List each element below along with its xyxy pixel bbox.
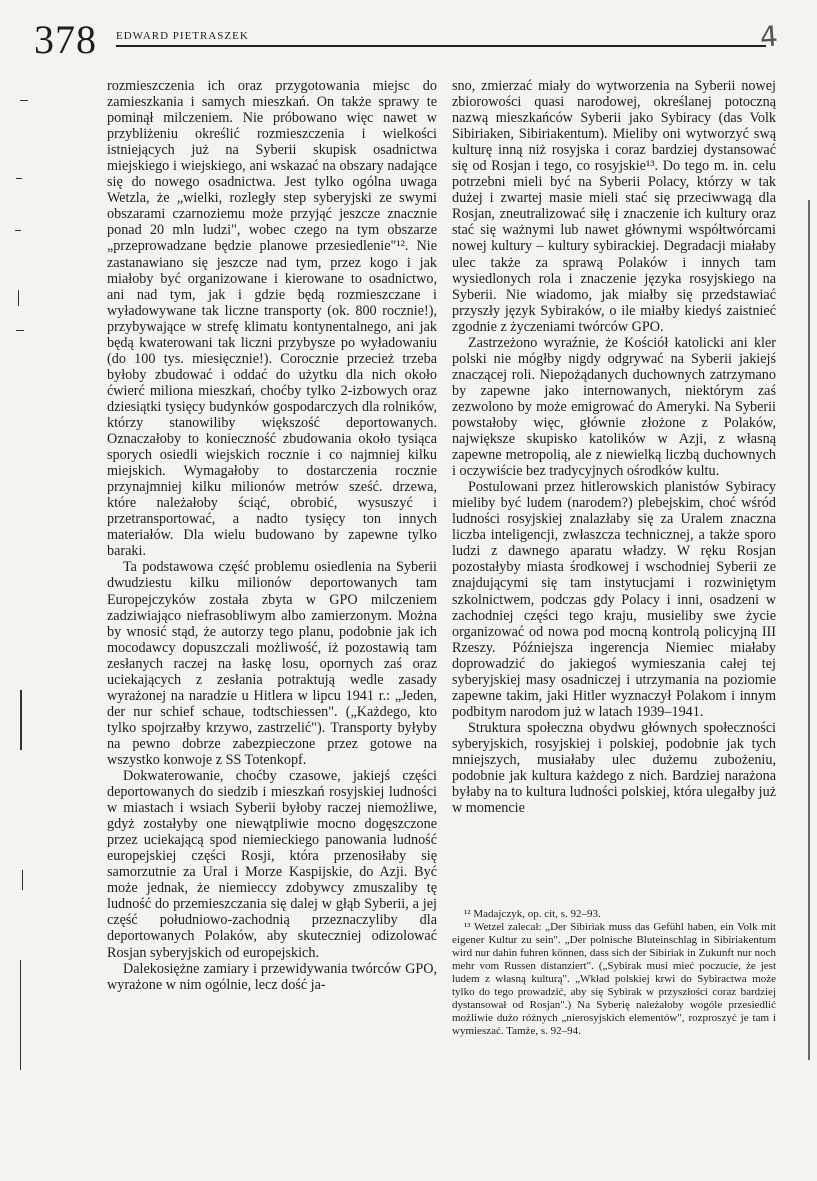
handwritten-page-mark: 4: [758, 19, 779, 54]
paragraph: sno, zmierzać miały do wytworzenia na Syberii nowej zbiorowości quasi narodowej, określanej potoczną nazwą mieszkańców Syberii jako Sybiracy (das Volk Sibiriaken, Sibiriakentum). Mieliby oni wytworzyć swą kulturę inną niż rosyjska i coraz bardziej dystansować się od Rosjan i tego, co rosyjskie¹³. Do tego m. in. celu potrzebni mieli być na Syberii Polacy, którzy w tak dużej i zwartej masie mieli stać się przeciwwagą dla Rosjan, zneutralizować siłę i znaczenie ich kultury oraz stać się ważnymi lub nawet głównymi współtwórcami nowej kultury – kultury sybirackiej. Degradacji miałaby ulec także za sprawą Polaków i innych tam wysiedlonych rola i znaczenie języka rosyjskiego na Syberii. Nie wiadomo, jak miałby się przedstawiać przyszły język Sybiraków, o ile miałby kiedyś zaistnieć zgodnie z życzeniami twórców GPO.: [452, 78, 776, 335]
margin-mark: [15, 230, 21, 231]
running-head: EDWARD PIETRASZEK: [116, 30, 249, 42]
left-column: [107, 78, 437, 993]
page-number: 378: [34, 17, 97, 62]
footnotes: [452, 908, 776, 1038]
paragraph: Ta podstawowa część problemu osiedlenia na Syberii dwudziestu kilku milionów deportowanych tam Europejczyków została zbyta w GPO milczeniem zadziwiająco niefrasobliwym albo zamierzonym. Można by wnosić stąd, że autorzy tego planu, podobnie jak ich mocodawcy dopuszczali możliwość, iż pozostawią tam zesłanych raczej na łaskę losu, opornych zaś oraz uciekających z zesłania potraktują wedle zasady wyrażonej na naradzie u Hitlera w lipcu 1941 r.: „Jeden, der nur schief schaue, todtschiessen". („Każdego, kto tylko spojrzałby krzywo, zastrzelić"). Transporty byłyby na pewno dobrze zabezpieczone przez gotowe na wszystko konwoje z SS Totenkopf.: [107, 559, 437, 768]
margin-mark: [20, 960, 21, 1070]
paragraph: Dokwaterowanie, choćby czasowe, jakiejś części deportowanych do siedzib i mieszkań rosyjskiej ludności w miastach i wsiach Syberii byłoby raczej niemożliwe, gdyż zostałyby one niewątpliwie mocno dogęszczone przez uciekającą spod niemieckiego panowania ludność europejskiej części Rosji, która przenosiłaby się samorzutnie za Ural i Morze Kaspijskie, do Azji. Być może jednak, że niemieccy zdobywcy zmuszaliby tę ludność do przemieszczania się dalej w głąb Syberii, a jej część południowo-zachodnią przeznaczyliby dla deportowanych Polaków, aby skuteczniej odizolować Rosjan syberyjskich od europejskich.: [107, 768, 437, 961]
margin-mark: [16, 178, 22, 179]
margin-mark: [20, 690, 22, 750]
margin-mark: [18, 290, 19, 306]
footnote: ¹² Madajczyk, op. cit, s. 92–93.: [464, 908, 601, 920]
paragraph: Dalekosiężne zamiary i przewidywania twórców GPO, wyrażone w nim ogólnie, lecz dość ja-: [107, 960, 437, 993]
margin-mark: [808, 200, 810, 1060]
header-rule: [116, 45, 766, 47]
page-header: [34, 17, 774, 62]
paragraph: Struktura społeczna obydwu głównych społeczności syberyjskich, rosyjskiej i polskiej, podobnie jak tych mniejszych, musiałaby ulec dużemu zubożeniu, podobnie jak kultura każdego z nich. Bardziej narażona byłaby na to kultura ludności polskiej, która ulegałby już w momencie: [452, 719, 776, 817]
footnote: ¹³ Wetzel zalecał: „Der Sibiriak muss das Gefühl haben, ein Volk mit eigener Kultur zu sein". „Der polnische Bluteinschlag in Sibiriakentum wird nur dahin fuhren können, dass sich der Sibiriak in Zukunft nur noch mehr vom Russen distanziert". („Sybirak musi mieć poczucie, że jest ludem z własną kulturą". „Wkład polskiej krwi do Sybiractwa może tylko do tego prowadzić, aby się Sybirak w przyszłości coraz bardziej dystansował od Rosjan".) Na Syberię należałoby wogóle przesiedlić możliwie dużo różnych „nierosyjskich elementów", rozproszyć je tam i wymieszać. Tamże, s. 92–94.: [452, 921, 776, 1037]
paragraph: rozmieszczenia ich oraz przygotowania miejsc do zamieszkania i samych mieszkań. On także sprawy te pominął milczeniem. Nie próbowano więc nawet w przybliżeniu określić rozmieszczenia i wielkości istniejących już na Syberii skupisk osadnictwa miejskiego i wiejskiego, ani wskazać na obszary nadające się do nowego osadnictwa. Jest tylko ogólna uwaga Wetzla, że „wielki, rozległy step syberyjski ze swymi obszarami czarnoziemu może przyjąć jeszcze znacznie ponad 20 mln ludzi", wobec czego na tym obszarze „przeprowadzane będzie planowe przesiedlenie"¹². Nie zastanawiano się jeszcze nad tym, przez kogo i jak miałoby być organizowane i kierowane to osadnictwo, ani nad tym, jak i gdzie będą rozmieszczane i wyładowywane tak liczne transporty (ok. 800 rocznie!), przybywające w strefę klimatu kontynentalnego, ani jak będą kwaterowani tak liczni przybysze po wyładowaniu (do 100 tys. miesięcznie!). Corocznie przecież trzeba byłoby zbudować i oddać do użytku dla nich około ćwierć miliona mieszkań, choćby tylko 2-izbowych oraz dziesiątki tysięcy budynków gospodarczych dla rolników, którzy stanowiliby większość deportowanych. Oznaczałoby to konieczność zbudowania około tysiąca sporych osiedli wiejskich rocznie i co najmniej kilku miejskich. Wymagałoby to dostarczenia rocznie przynajmniej kilku milionów metrów sześć. drzewa, które należałoby ściąć, obrobić, wysuszyć i przetransportować, a nadto tysięcy ton innych materiałów. Dla wielu budowano by zapewne tylko baraki.: [107, 78, 437, 560]
paragraph: Postulowani przez hitlerowskich planistów Sybiracy mieliby być ludem (narodem?) plebejskim, choć wśród ludności rosyjskiej znalazłaby się za Uralem znaczna liczba inteligencji, zwłaszcza technicznej, a także sporo ludzi z dawnego aparatu władzy. W ręku Rosjan pozostałyby miasta środkowej i wschodniej Syberii ze znajdującymi się tam instytucjami i rozwiniętym szkolnictwem, podczas gdy Polacy i inni, osadzeni w zachodniej części tego kraju, musieliby swe życie organizować od nowa pod mocną kontrolą policyjną III Rzeszy. Późniejsza ingerencja Niemiec miałaby doprowadzić do jakiegoś wymieszania całej tej syberyjskiej masy osadniczej i utrzymania na poziomie zapewne takim, jaki Hitler wyznaczył Polakom i innym podbitym narodom już w latach 1939–1941.: [452, 479, 776, 720]
margin-mark: [22, 870, 23, 890]
paragraph: Zastrzeżono wyraźnie, że Kościół katolicki ani kler polski nie mógłby nigdy odgrywać na Syberii jakiejś znaczącej roli. Niepożądanych duchownych zatrzymano by zapewne jako internowanych, niektórym zaś zezwolono by może emigrować do Ameryki. Na Syberii powstałoby więc, głównie złożone z Polaków, największe skupisko katolików w Azji, z własną zapewne metropolią, ale z niewielką liczbą duchownych i oczywiście bez tradycyjnych ośrodków kultu.: [452, 334, 776, 480]
margin-mark: [16, 330, 24, 331]
margin-mark: [20, 100, 28, 101]
right-column: [452, 78, 776, 816]
